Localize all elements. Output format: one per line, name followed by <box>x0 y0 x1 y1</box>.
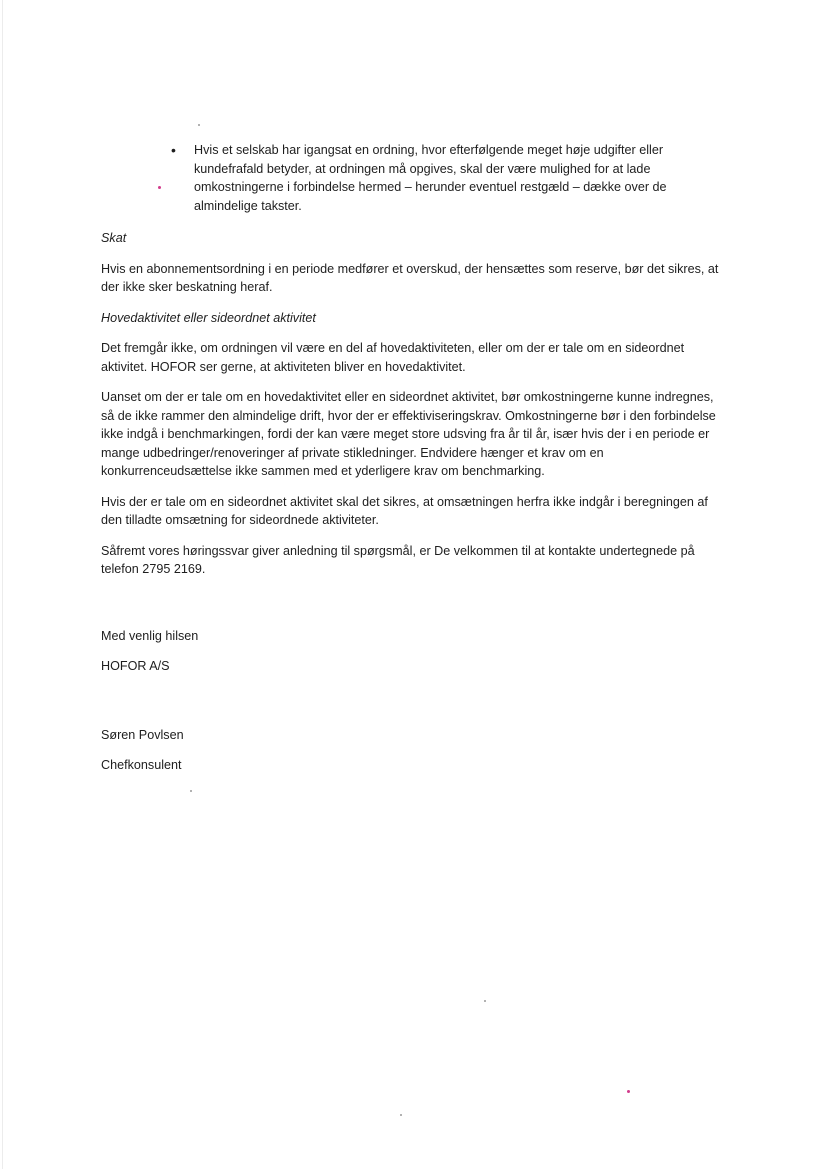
scan-speck <box>158 186 161 189</box>
signoff-company: HOFOR A/S <box>101 659 170 673</box>
letter-body <box>101 141 726 787</box>
section-heading-skat: Skat <box>101 231 127 245</box>
signoff-name: Søren Povlsen <box>101 727 184 742</box>
section-heading-hovedaktivitet: Hovedaktivitet eller sideordnet aktivitet <box>101 310 316 325</box>
scan-speck <box>400 1114 402 1116</box>
scan-margin-line <box>2 0 3 1169</box>
paragraph-hovedaktivitet-3: Hvis der er tale om en sideordnet aktivitet skal det sikres, at omsætningen herfra ikke indgår i beregningen af den tilladte omsætning for sideordnede aktiviteter. <box>101 494 708 527</box>
paragraph-skat: Hvis en abonnementsordning i en periode medfører et overskud, der hensættes som reserve, bør det sikres, at der ikke sker beskatning heraf. <box>101 261 719 294</box>
paragraph-hovedaktivitet-1: Det fremgår ikke, om ordningen vil være en del af hovedaktiviteten, eller om der er tale om en sideordnet aktivitet. HOFOR ser gerne, at aktiviteten bliver en hovedaktivitet. <box>101 341 685 374</box>
paragraph-contact: Såfremt vores høringssvar giver anledning til spørgsmål, er De velkommen til at kontakte undertegnede på telefon 2795 2169. <box>101 543 695 576</box>
bullet-dot-icon: • <box>171 142 176 158</box>
bullet-list <box>101 141 726 215</box>
scan-speck <box>627 1090 630 1093</box>
signoff-greeting: Med venlig hilsen <box>101 628 199 643</box>
scan-speck <box>198 124 200 126</box>
signoff-title: Chefkonsulent <box>101 758 182 772</box>
scan-speck <box>484 1000 486 1002</box>
bullet-item <box>101 141 726 215</box>
bullet-text: Hvis et selskab har igangsat en ordning, hvor efterfølgende meget høje udgifter eller kundefrafald betyder, at ordningen må opgives, skal der være mulighed for at lade omkostningerne i forbindelse hermed – herunder eventuel restgæld – dække over de almindelige takster. <box>194 143 667 213</box>
paragraph-hovedaktivitet-2: Uanset om der er tale om en hovedaktivitet eller en sideordnet aktivitet, bør omkostningerne kunne indregnes, så de ikke rammer den almindelige drift, hvor der er effektiviseringskrav. Omkostningerne bør i den forbindelse ikke indgå i benchmarkingen, fordi der kan være meget store udsving fra år til år, især hvis der i en periode er mange udbedringer/renoveringer af private stikledninger. Endvidere hænger et krav om en konkurrenceudsættelse ikke sammen med et yderligere krav om benchmarking. <box>101 390 716 478</box>
scan-speck <box>190 790 192 792</box>
